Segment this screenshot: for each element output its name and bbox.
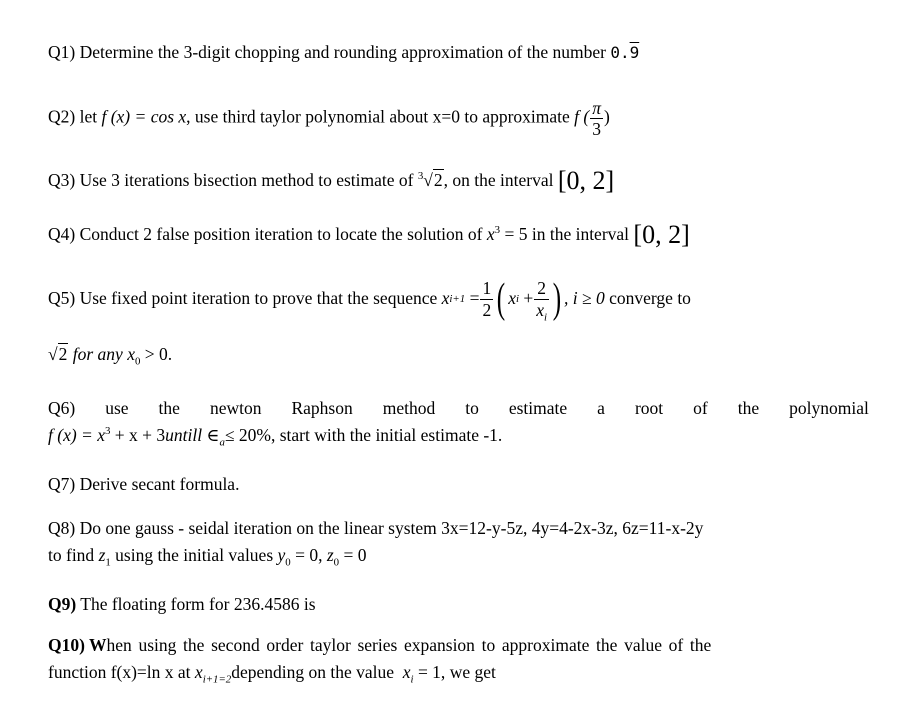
q5-condition: , i ≥ 0 [564, 288, 605, 309]
q7-text: Q7) Derive secant formula. [48, 474, 240, 494]
q5-left-paren: ( [496, 276, 506, 322]
question-5: Q5) Use fixed point iteration to prove that the sequence x i+1 = $\frac{1}{2}$ ( x i + $\frac{2}{x_i}$ ) , i ≥ 0 converge to [48, 276, 691, 323]
q1-text: Q1) Determine the 3-digit chopping and rounding approximation of the number [48, 42, 606, 62]
q6-word: root [634, 398, 664, 418]
q8-z2-var: z [326, 545, 334, 565]
q10-var2: x [402, 662, 411, 682]
q8-mid: using the initial values [115, 545, 274, 565]
q6-word: estimate [508, 398, 568, 418]
q3-prefix: Q3) Use 3 iterations bisection method to estimate of [48, 170, 414, 190]
q5-line2-sub: 0 [134, 355, 141, 368]
q8-line2-prefix: to find [48, 545, 95, 565]
q10-var1-sub: i+1=2 [202, 673, 232, 686]
q6-poly-rest: + x + 3 [114, 425, 166, 445]
q5-eq: = [469, 288, 480, 309]
q6-word: polynomial [789, 398, 869, 418]
q5-frac2-den-var: x [536, 299, 545, 320]
q6-untill: untill [165, 425, 203, 445]
q9-label: Q9) [48, 594, 77, 614]
q5-right-paren: ) [552, 276, 562, 322]
q1-number: 0. [610, 43, 630, 62]
q6-eps-sub: a [219, 436, 225, 449]
q8-z2-val: = 0 [343, 545, 367, 565]
q10-line1-rest: hen using the second order taylor series expansion to approximate the value of the [106, 635, 712, 655]
q2-prefix: Q2) let [48, 106, 98, 127]
question-10 [48, 637, 869, 655]
q5-lhs-var: x [441, 288, 450, 309]
q4-var: x [486, 224, 495, 244]
q2-approx-fn: f ( [574, 106, 590, 127]
q2-fraction [590, 98, 603, 139]
q4-interval: [0, 2] [633, 220, 690, 249]
q3-cube-root: $^3$√2 [417, 170, 443, 190]
q5-sqrt: √2 [48, 344, 68, 364]
q4-exp: 3 [494, 224, 501, 237]
q10-suffix: we get [449, 662, 496, 682]
q8-z2-sub: 0 [333, 556, 340, 569]
q4-suffix: in the interval [531, 224, 630, 244]
q8-z-sub: 1 [105, 556, 111, 569]
q6-word: Raphson [291, 398, 353, 418]
question-8 [48, 520, 703, 538]
q6-word: the [737, 398, 760, 418]
q2-frac-den: 3 [592, 119, 602, 140]
question-6 [48, 398, 869, 419]
q3-interval: [0, 2] [557, 166, 615, 195]
q5-suffix: converge to [609, 288, 691, 309]
q5-line2-root: 2 [58, 344, 68, 364]
q6-rest: start with the initial estimate -1. [279, 425, 503, 445]
question-1 [48, 44, 639, 62]
q10-var2-sub: i [410, 673, 414, 686]
q3-root-index: 3 [417, 170, 424, 183]
q5-prefix: Q5) Use fixed point iteration to prove that the sequence [48, 288, 438, 309]
q6-eps: ∈ [206, 425, 220, 445]
q4-equation-rest: = 5 [504, 224, 528, 244]
question-3 [48, 168, 614, 194]
question-7 [48, 476, 239, 494]
q10-mid: depending on the value [231, 662, 395, 682]
q8-y-val: = 0, [295, 545, 323, 565]
q2-close: ) [604, 106, 610, 127]
question-2 [48, 98, 610, 139]
q8-z-var: z [98, 545, 106, 565]
q8-y-var: y [277, 545, 286, 565]
question-10-line-2 [48, 662, 496, 686]
question-5-line-2 [48, 344, 173, 368]
q9-text: The floating form for 236.4586 is [80, 594, 316, 614]
q6-word: the [158, 398, 180, 418]
q8-line1: Q8) Do one gauss - seidal iteration on the linear system 3x=12-y-5z, 4y=4-2x-3z, 6z=11-x-2y [48, 518, 704, 538]
question-4 [48, 222, 690, 248]
q10-var2-val: = 1, [417, 662, 446, 682]
question-8-line-2 [48, 545, 367, 569]
q2-function: f (x) = cos x [101, 106, 187, 127]
q6-word: method [382, 398, 436, 418]
q6-word: use [105, 398, 129, 418]
q3-root-value: 2 [433, 170, 443, 190]
q5-frac2-den [534, 299, 549, 323]
q6-word: a [597, 398, 605, 418]
q10-label: Q10) W [48, 635, 107, 655]
q6-leq: ≤ 20%, [224, 425, 276, 445]
q5-inner-var: x [508, 288, 516, 309]
q6-poly: f (x) = x [48, 425, 105, 445]
q5-line2-rest: > 0. [144, 344, 173, 364]
q2-frac-num: π [592, 98, 602, 118]
q6-word: of [693, 398, 708, 418]
question-9 [48, 596, 316, 614]
q5-frac1-den: 2 [482, 299, 492, 320]
question-6-line-2 [48, 425, 503, 449]
q6-word: Q6) [48, 398, 76, 418]
q5-frac2-num: 2 [534, 278, 549, 299]
q3-suffix: , on the interval [443, 170, 554, 190]
q5-line2-var: x [127, 344, 135, 364]
q6-poly-exp: 3 [105, 425, 111, 438]
q4-prefix: Q4) Conduct 2 false position iteration to locate the solution of [48, 224, 483, 244]
q10-line2-prefix: function f(x)=ln x at [48, 662, 191, 682]
q6-word: to [465, 398, 479, 418]
q5-plus: + [523, 288, 534, 309]
q1-repeating-digit: 9 [629, 43, 640, 62]
q5-line2-text: for any [72, 344, 123, 364]
q2-middle: , use third taylor polynomial about x=0 to approximate [186, 106, 570, 127]
q5-frac2 [534, 278, 549, 323]
q6-word: newton [209, 398, 262, 418]
q10-var1: x [194, 662, 203, 682]
q8-y-sub: 0 [285, 556, 291, 569]
q5-frac1 [480, 278, 493, 319]
q5-frac2-den-sub: i [544, 311, 548, 323]
q5-frac1-num: 1 [482, 278, 492, 299]
